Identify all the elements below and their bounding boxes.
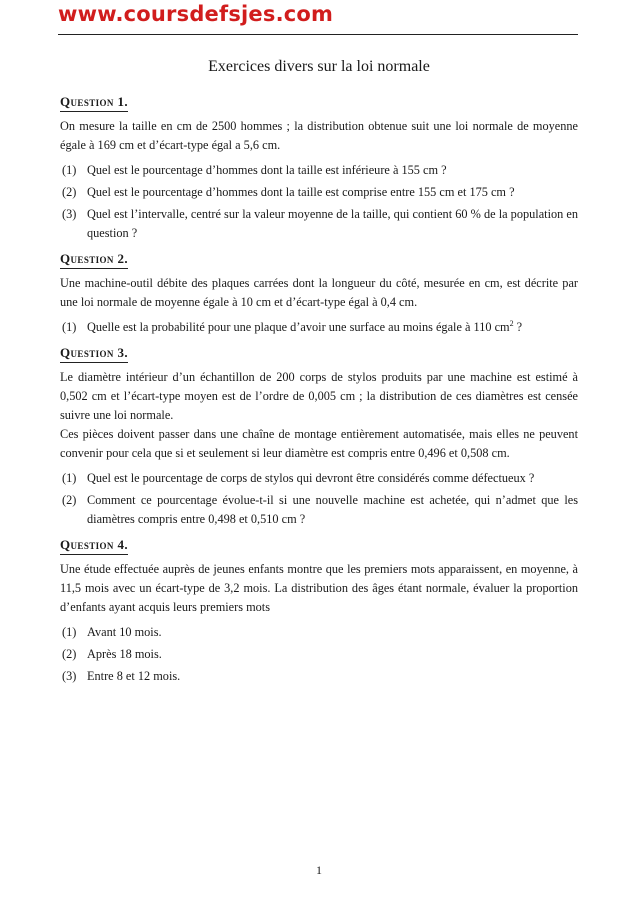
list-item	[60, 645, 578, 664]
page-number: 1	[316, 863, 322, 877]
list-item	[60, 183, 578, 202]
item-number: (1)	[62, 471, 77, 485]
question-4	[60, 537, 578, 686]
list-item	[60, 161, 578, 180]
document-body	[60, 58, 578, 694]
question-3	[60, 345, 578, 529]
list-item	[60, 491, 578, 529]
site-link[interactable]: www.coursdefsjes.com	[58, 2, 334, 26]
question-items	[60, 469, 578, 529]
list-item	[60, 469, 578, 488]
question-heading: Question 3.	[60, 345, 128, 363]
item-text: Avant 10 mois.	[87, 625, 162, 639]
item-number: (3)	[62, 669, 77, 683]
item-text: Quel est l’intervalle, centré sur la valeur moyenne de la taille, qui contient 60 % de la population en question ?	[87, 207, 578, 240]
item-number: (2)	[62, 493, 77, 507]
question-paragraph: Une machine-outil débite des plaques carrées dont la longueur du côté, mesurée en cm, est décrite par une loi normale de moyenne égale à 10 cm et d’écart-type égal à 0,4 cm.	[60, 276, 578, 309]
item-text: Après 18 mois.	[87, 647, 162, 661]
superscript: 2	[509, 319, 514, 328]
item-number: (1)	[62, 320, 77, 334]
question-heading: Question 4.	[60, 537, 128, 555]
list-item	[60, 205, 578, 243]
question-items	[60, 318, 578, 337]
question-1	[60, 94, 578, 243]
list-item	[60, 667, 578, 686]
question-items	[60, 161, 578, 243]
item-number: (2)	[62, 185, 77, 199]
item-text: Entre 8 et 12 mois.	[87, 669, 181, 683]
header-rule	[58, 34, 578, 35]
question-heading: Question 2.	[60, 251, 128, 269]
question-paragraph: On mesure la taille en cm de 2500 hommes ; la distribution obtenue suit une loi normale de moyenne égale à 169 cm et d’écart-type égal a 5,6 cm.	[60, 119, 578, 152]
list-item	[60, 318, 578, 337]
item-number: (1)	[62, 163, 77, 177]
list-item	[60, 623, 578, 642]
question-items	[60, 623, 578, 686]
item-text: Comment ce pourcentage évolue-t-il si une nouvelle machine est achetée, qui n’admet que les diamètres compris entre 0,498 et 0,510 cm ?	[87, 493, 578, 526]
question-paragraph: Une étude effectuée auprès de jeunes enfants montre que les premiers mots apparaissent, en moyenne, à 11,5 mois avec un écart-type de 3,2 mois. La distribution des âges étant normale, évaluer la proportion d’enfants ayant acquis leurs premiers mots	[60, 562, 578, 614]
question-heading: Question 1.	[60, 94, 128, 112]
item-text: Quel est le pourcentage d’hommes dont la taille est inférieure à 155 cm ?	[87, 163, 447, 177]
question-paragraph: Ces pièces doivent passer dans une chaîne de montage entièrement automatisée, mais elles ne peuvent convenir pour cela que si et seulement si leur diamètre est compris entre 0,496 et 0,508 cm.	[60, 427, 578, 460]
page-title: Exercices divers sur la loi normale	[208, 58, 430, 75]
item-number: (3)	[62, 207, 77, 221]
question-2	[60, 251, 578, 337]
item-text-tail: ?	[513, 320, 523, 334]
item-text: Quel est le pourcentage d’hommes dont la taille est comprise entre 155 cm et 175 cm ?	[87, 185, 515, 199]
question-paragraph: Le diamètre intérieur d’un échantillon de 200 corps de stylos produits par une machine est estimé à 0,502 cm et l’écart-type moyen est de l’ordre de 0,005 cm ; la distribution de ces diamètres est censée suivre une loi normale.	[60, 370, 578, 422]
item-text: Quel est le pourcentage de corps de stylos qui devront être considérés comme défectueux ?	[87, 471, 535, 485]
item-text: Quelle est la probabilité pour une plaque d’avoir une surface au moins égale à 110 cm	[87, 320, 510, 334]
item-number: (2)	[62, 647, 77, 661]
item-number: (1)	[62, 625, 77, 639]
